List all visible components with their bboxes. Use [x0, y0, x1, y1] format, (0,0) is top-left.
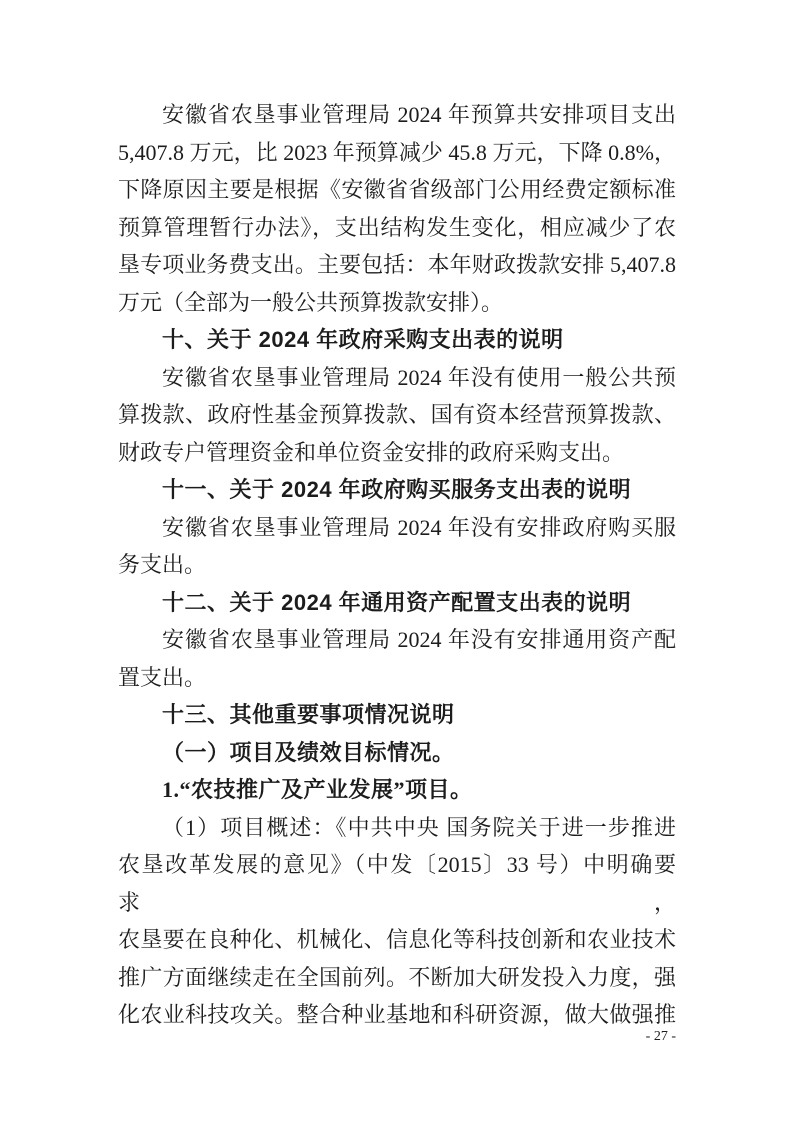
text-line: 十、关于 2024 年政府采购支出表的说明 — [162, 327, 564, 352]
text-line: 十三、其他重要事项情况说明 — [162, 702, 455, 727]
text-line: 农垦改革发展的意见》（中发〔2015〕33 号）中明确要求， — [118, 852, 676, 915]
text-line: 十一、关于 2024 年政府购买服务支出表的说明 — [162, 477, 632, 502]
page-number: - 27 - — [645, 1029, 676, 1044]
paragraph-project-expenditure-summary — [118, 96, 676, 321]
paragraph-general-assets — [118, 621, 676, 696]
text-line: 务支出。 — [118, 552, 207, 577]
text-line: 安徽省农垦事业管理局 2024 年没有使用一般公共预 — [162, 364, 676, 390]
text-line: 化农业科技攻关。整合种业基地和科研资源，做大做强推 — [118, 1002, 676, 1027]
text-line: 推广方面继续走在全国前列。不断加大研发投入力度，强 — [118, 964, 676, 990]
text-line: （一）项目及绩效目标情况。 — [162, 739, 455, 765]
document-body — [118, 96, 676, 1034]
text-line: 安徽省农垦事业管理局 2024 年没有安排政府购买服 — [162, 514, 676, 540]
text-line: 万元（全部为一般公共预算拨款安排）。 — [118, 289, 504, 315]
text-line: 下降原因主要是根据《安徽省省级部门公用经费定额标准 — [118, 177, 676, 202]
paragraph-gov-procurement — [118, 359, 676, 472]
subheading-project-1-agri-tech — [118, 771, 676, 809]
text-line: （1）项目概述：《中共中央 国务院关于进一步推进 — [162, 814, 676, 840]
text-line: 5,407.8 万元，比 2023 年预算减少 45.8 万元，下降 0.8%， — [118, 139, 676, 165]
text-line: 算拨款、政府性基金预算拨款、国有资本经营预算拨款、 — [118, 402, 676, 427]
text-line: 垦专项业务费支出。主要包括：本年财政拨款安排 5,407.8 — [118, 252, 676, 277]
text-line: 农垦要在良种化、机械化、信息化等科技创新和农业技术 — [118, 927, 676, 952]
heading-section-11-purchased-services — [118, 471, 676, 509]
subheading-projects-and-performance — [118, 734, 676, 772]
text-line: 1.“农技推广及产业发展”项目。 — [162, 777, 473, 802]
text-line: 财政专户管理资金和单位资金安排的政府采购支出。 — [118, 439, 625, 465]
heading-section-10-gov-procurement — [118, 321, 676, 359]
paragraph-purchased-services — [118, 509, 676, 584]
heading-section-13-other-matters — [118, 696, 676, 734]
paragraph-project-1-overview — [118, 809, 676, 1034]
text-line: 安徽省农垦事业管理局 2024 年预算共安排项目支出 — [162, 102, 676, 127]
heading-section-12-general-assets — [118, 584, 676, 622]
text-line: 安徽省农垦事业管理局 2024 年没有安排通用资产配 — [162, 627, 676, 652]
text-line: 置支出。 — [118, 664, 207, 690]
text-line: 十二、关于 2024 年通用资产配置支出表的说明 — [162, 589, 632, 615]
text-line: 预算管理暂行办法》，支出结构发生变化，相应减少了农 — [118, 214, 676, 240]
